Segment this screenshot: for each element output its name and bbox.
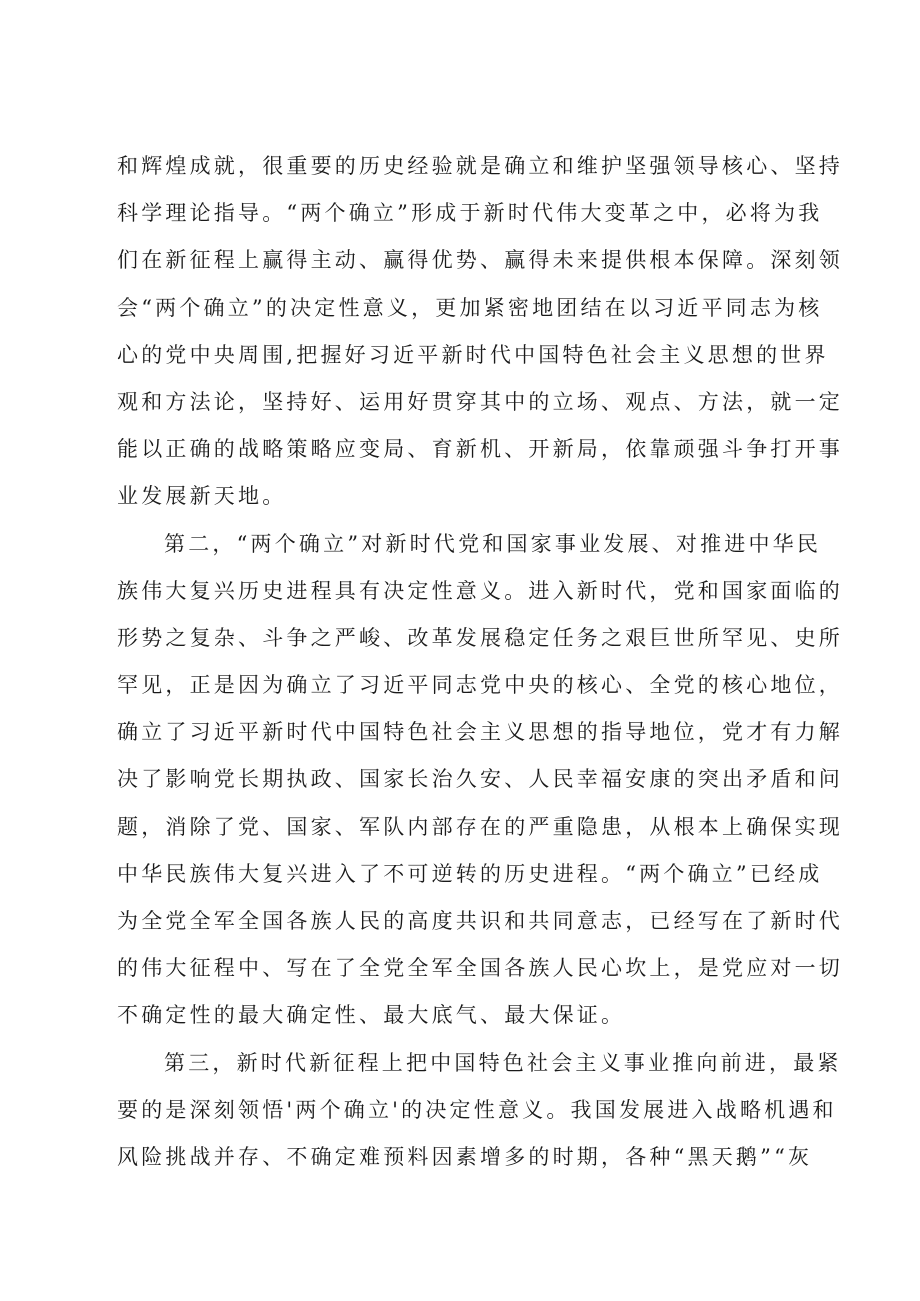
text-line: 第三，新时代新征程上把中国特色社会主义事业推向前进，最紧 xyxy=(164,1050,842,1075)
text-line: 业发展新天地。 xyxy=(117,484,287,509)
text-line: 题，消除了党、国家、军队内部存在的严重隐患，从根本上确保实现 xyxy=(117,814,843,839)
text-line: 们在新征程上赢得主动、赢得优势、赢得未来提供根本保障。深刻领 xyxy=(117,248,843,273)
text-line: 能以正确的战略策略应变局、育新机、开新局，依靠顽强斗争打开事 xyxy=(117,437,843,462)
text-line: 会“两个确立”的决定性意义，更加紧密地团结在以习近平同志为核 xyxy=(117,295,823,320)
text-line: 决了影响党长期执政、国家长治久安、人民幸福安康的突出矛盾和问 xyxy=(117,767,843,792)
paragraph-continuation xyxy=(117,143,843,521)
text-line: 第二，“两个确立”对新时代党和国家事业发展、对推进中华民 xyxy=(164,531,822,556)
text-line: 族伟大复兴历史进程具有决定性意义。进入新时代，党和国家面临的 xyxy=(117,578,843,603)
text-line: 心的党中央周围,把握好习近平新时代中国特色社会主义思想的世界 xyxy=(117,342,829,367)
text-line: 确立了习近平新时代中国特色社会主义思想的指导地位，党才有力解 xyxy=(117,720,843,745)
document-body xyxy=(117,143,843,1181)
text-line: 不确定性的最大确定性、最大底气、最大保证。 xyxy=(117,1003,626,1028)
text-line: 罕见，正是因为确立了习近平同志党中央的核心、全党的核心地位， xyxy=(117,673,843,698)
text-line: 和辉煌成就，很重要的历史经验就是确立和维护坚强领导核心、坚持 xyxy=(117,154,843,178)
paragraph-third xyxy=(117,1040,842,1182)
text-line: 观和方法论，坚持好、运用好贯穿其中的立场、观点、方法，就一定 xyxy=(117,389,843,414)
paragraph-second xyxy=(117,521,843,1040)
text-line: 要的是深刻领悟'两个确立'的决定性意义。我国发展进入战略机遇和 xyxy=(117,1097,837,1122)
text-line: 形势之复杂、斗争之严峻、改革发展稳定任务之艰巨世所罕见、史所 xyxy=(117,625,843,650)
text-line: 风险挑战并存、不确定难预料因素增多的时期，各种“黑天鹅”“灰 xyxy=(117,1144,813,1169)
text-line: 的伟大征程中、写在了全党全军全国各族人民心坎上，是党应对一切 xyxy=(117,956,843,981)
text-line: 为全党全军全国各族人民的高度共识和共同意志，已经写在了新时代 xyxy=(117,909,843,933)
text-line: 科学理论指导。“两个确立”形成于新时代伟大变革之中，必将为我 xyxy=(117,201,823,226)
text-line: 中华民族伟大复兴进入了不可逆转的历史进程。“两个确立”已经成 xyxy=(117,861,823,886)
